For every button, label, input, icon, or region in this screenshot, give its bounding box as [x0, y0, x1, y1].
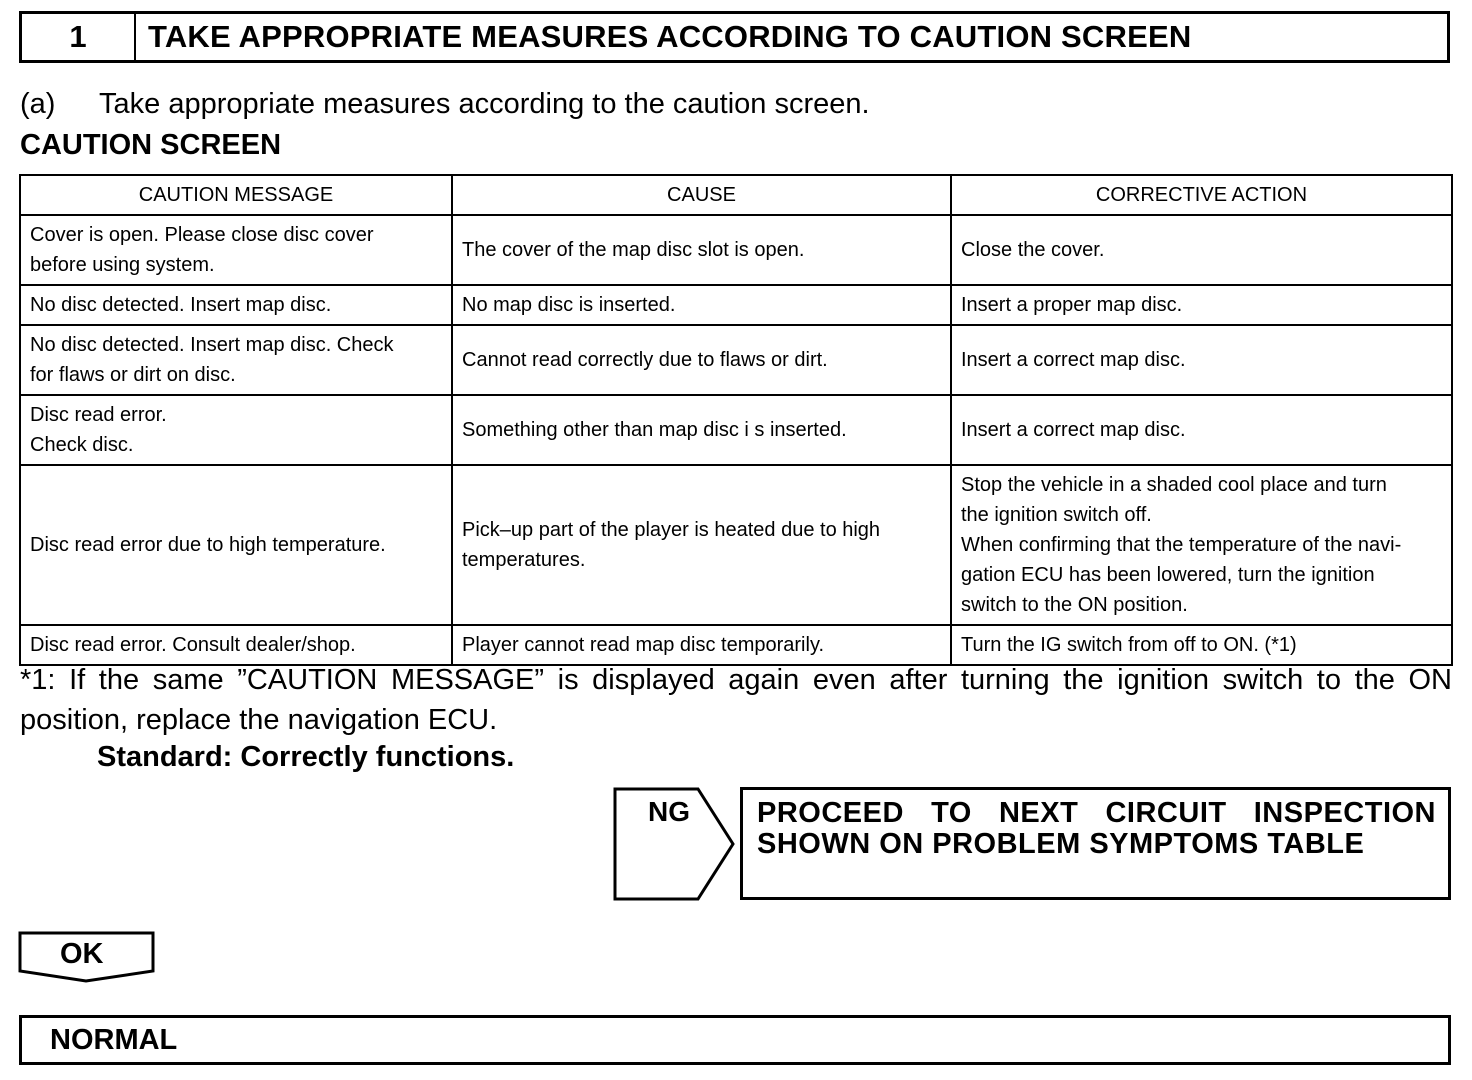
table-row: [20, 625, 1452, 665]
cell-caution-message: No disc detected. Insert map disc. Check for flaws or dirt on disc.: [20, 325, 452, 395]
header-caution-message: CAUTION MESSAGE: [20, 175, 452, 215]
ng-label: NG: [648, 796, 690, 827]
cell-corrective-action: Turn the IG switch from off to ON. (*1): [951, 625, 1452, 665]
table-row: [20, 465, 1452, 625]
footnote: *1: If the same ”CAUTION MESSAGE” is displayed again even after turning the ignition switch to the ON position, replace the navigation ECU.: [20, 664, 1452, 736]
cell-corrective-action: Insert a proper map disc.: [951, 285, 1452, 325]
result-text: NORMAL: [50, 1023, 178, 1056]
header-corrective-action: CORRECTIVE ACTION: [951, 175, 1452, 215]
cell-cause: Cannot read correctly due to flaws or dirt.: [452, 325, 951, 395]
table-row: [20, 215, 1452, 285]
header-cause: CAUSE: [452, 175, 951, 215]
step-number: 1: [22, 14, 136, 60]
caution-table: [19, 174, 1453, 666]
cell-cause: Pick–up part of the player is heated due to high temperatures.: [452, 465, 951, 625]
instruction-text: Take appropriate measures according to the caution screen.: [99, 88, 870, 120]
instruction: [20, 88, 870, 121]
cell-corrective-action: Stop the vehicle in a shaded cool place and turn the ignition switch off. When confirming that the temperature of the navi- gation ECU has been lowered, turn the ignition switch to the ON position.: [951, 465, 1452, 625]
cell-corrective-action: Close the cover.: [951, 215, 1452, 285]
cell-cause: Something other than map disc i s inserted.: [452, 395, 951, 465]
cell-corrective-action: Insert a correct map disc.: [951, 395, 1452, 465]
cell-caution-message: Disc read error due to high temperature.: [20, 465, 452, 625]
cell-caution-message: No disc detected. Insert map disc.: [20, 285, 452, 325]
cell-caution-message: Cover is open. Please close disc cover before using system.: [20, 215, 452, 285]
table-header-row: [20, 175, 1452, 215]
instruction-label: (a): [20, 88, 56, 120]
table-row: [20, 395, 1452, 465]
cell-caution-message: Disc read error. Check disc.: [20, 395, 452, 465]
ng-action-box: [740, 787, 1451, 900]
ok-label: OK: [60, 938, 104, 970]
cell-caution-message: Disc read error. Consult dealer/shop.: [20, 625, 452, 665]
cell-cause: The cover of the map disc slot is open.: [452, 215, 951, 285]
ng-action-text: PROCEED TO NEXT CIRCUIT INSPECTION SHOWN ON PROBLEM SYMPTOMS TABLE: [757, 797, 1436, 860]
standard-text: Standard: Correctly functions.: [97, 741, 515, 773]
step-title: TAKE APPROPRIATE MEASURES ACCORDING TO CAUTION SCREEN: [148, 19, 1192, 54]
table-row: [20, 325, 1452, 395]
cell-cause: Player cannot read map disc temporarily.: [452, 625, 951, 665]
cell-corrective-action: Insert a correct map disc.: [951, 325, 1452, 395]
cell-cause: No map disc is inserted.: [452, 285, 951, 325]
table-row: [20, 285, 1452, 325]
result-box: [19, 1015, 1451, 1065]
caution-screen-title: CAUTION SCREEN: [20, 129, 282, 161]
step-header: [19, 11, 1450, 63]
